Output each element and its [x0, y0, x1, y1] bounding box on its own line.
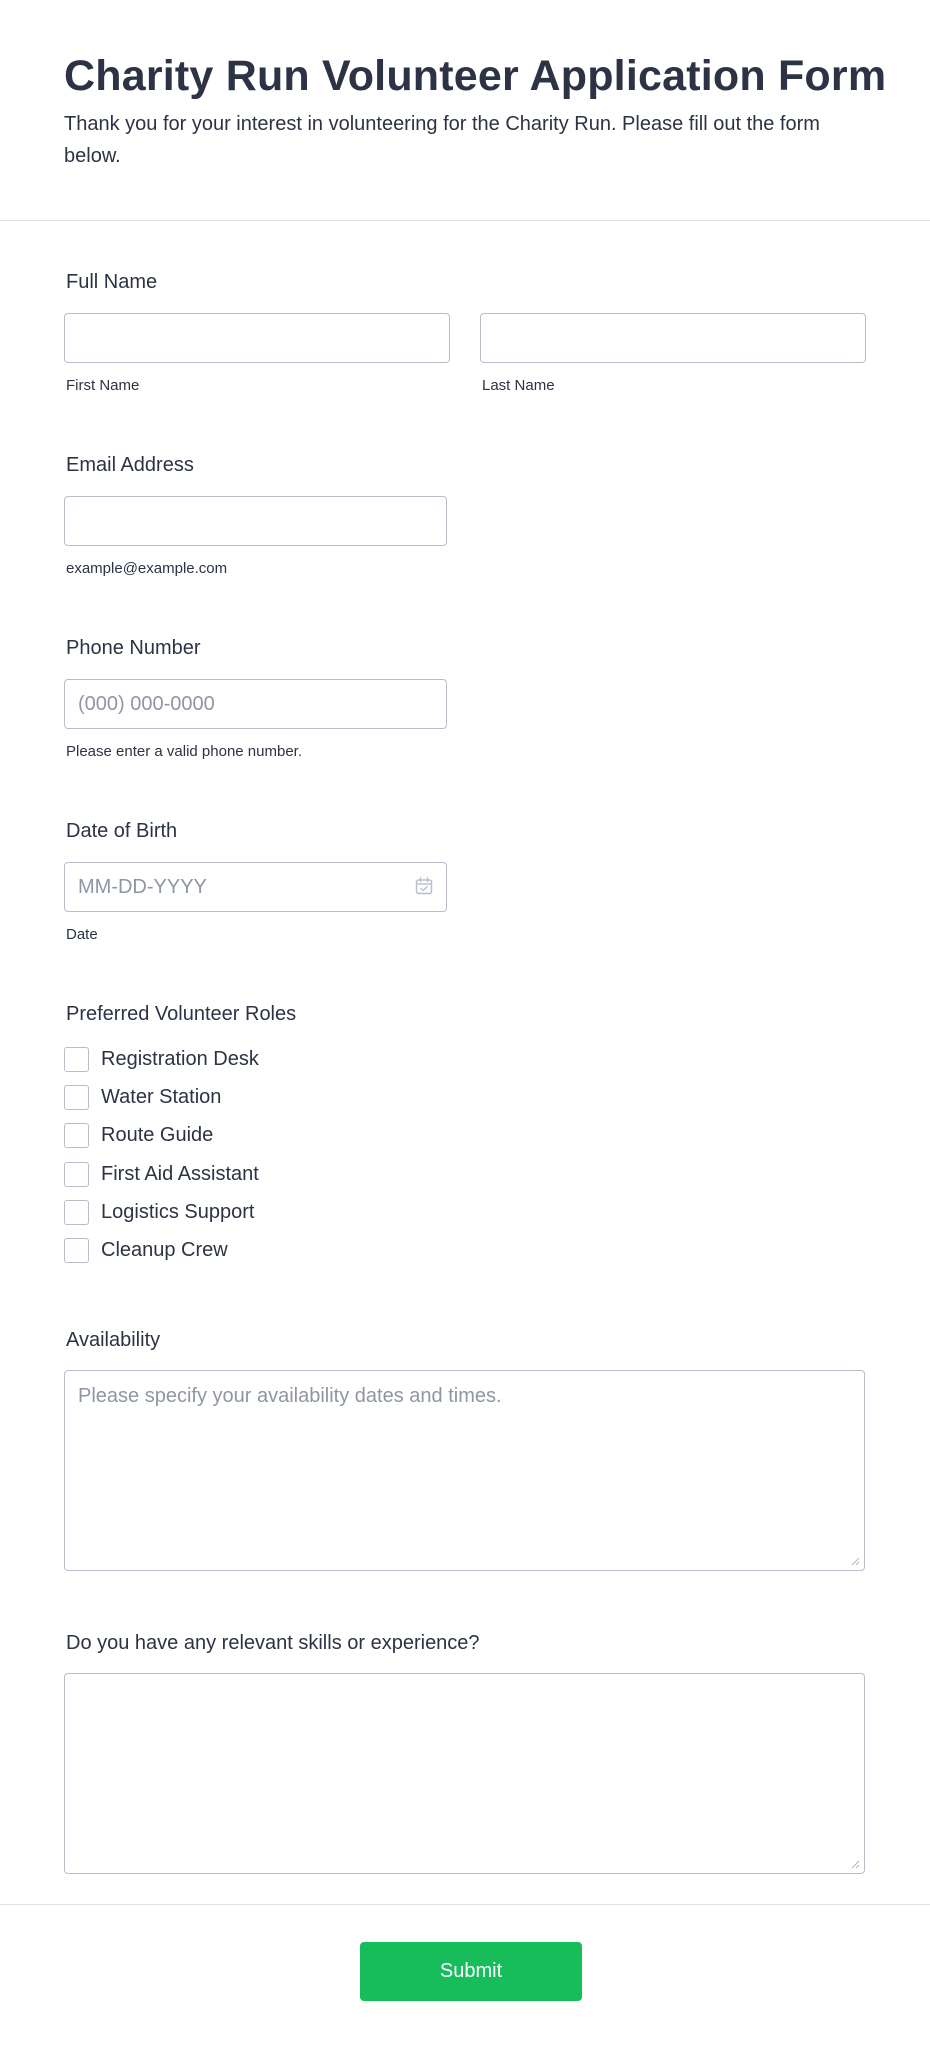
form-title: Charity Run Volunteer Application Form: [64, 52, 887, 100]
role-option[interactable]: [64, 1122, 213, 1148]
phone-label: Phone Number: [66, 637, 201, 659]
checkbox[interactable]: [64, 1238, 89, 1263]
role-option-label[interactable]: First Aid Assistant: [101, 1162, 259, 1185]
last-name-input[interactable]: [480, 313, 866, 363]
email-label: Email Address: [66, 454, 194, 476]
resize-grip-icon[interactable]: [850, 1859, 860, 1869]
checkbox[interactable]: [64, 1085, 89, 1110]
last-name-sublabel: Last Name: [482, 377, 555, 394]
role-option[interactable]: [64, 1237, 228, 1263]
form-subtitle: Thank you for your interest in volunteering for the Charity Run. Please fill out the form below.: [64, 113, 820, 167]
submit-button[interactable]: Submit: [360, 1942, 582, 2001]
skills-textarea[interactable]: [64, 1673, 865, 1874]
role-option-label[interactable]: Route Guide: [101, 1123, 214, 1146]
dob-input[interactable]: [64, 862, 447, 912]
role-option[interactable]: [64, 1199, 254, 1225]
email-sublabel: example@example.com: [66, 560, 228, 577]
dob-sublabel: Date: [66, 926, 98, 943]
phone-input[interactable]: [64, 679, 447, 729]
calendar-icon[interactable]: [414, 876, 434, 896]
dob-label: Date of Birth: [66, 820, 178, 842]
resize-grip-icon[interactable]: [850, 1556, 860, 1566]
checkbox[interactable]: [64, 1123, 89, 1148]
checkbox[interactable]: [64, 1200, 89, 1225]
footer-divider: [0, 1904, 930, 1905]
role-option-label[interactable]: Logistics Support: [101, 1200, 255, 1223]
roles-label: Preferred Volunteer Roles: [66, 1003, 297, 1025]
skills-label: Do you have any relevant skills or experience?: [66, 1632, 480, 1654]
phone-sublabel: Please enter a valid phone number.: [66, 743, 302, 760]
role-option-label[interactable]: Registration Desk: [101, 1047, 259, 1070]
first-name-input[interactable]: [64, 313, 450, 363]
role-option[interactable]: [64, 1046, 259, 1072]
email-input[interactable]: [64, 496, 447, 546]
checkbox[interactable]: [64, 1047, 89, 1072]
role-option[interactable]: [64, 1161, 259, 1187]
role-option-label[interactable]: Water Station: [101, 1085, 222, 1108]
checkbox[interactable]: [64, 1162, 89, 1187]
availability-label: Availability: [66, 1329, 161, 1351]
form-header: [0, 0, 930, 221]
availability-textarea[interactable]: [64, 1370, 865, 1571]
first-name-sublabel: First Name: [66, 377, 140, 394]
role-option[interactable]: [64, 1084, 221, 1110]
full-name-label: Full Name: [66, 271, 158, 293]
role-option-label[interactable]: Cleanup Crew: [101, 1238, 228, 1261]
